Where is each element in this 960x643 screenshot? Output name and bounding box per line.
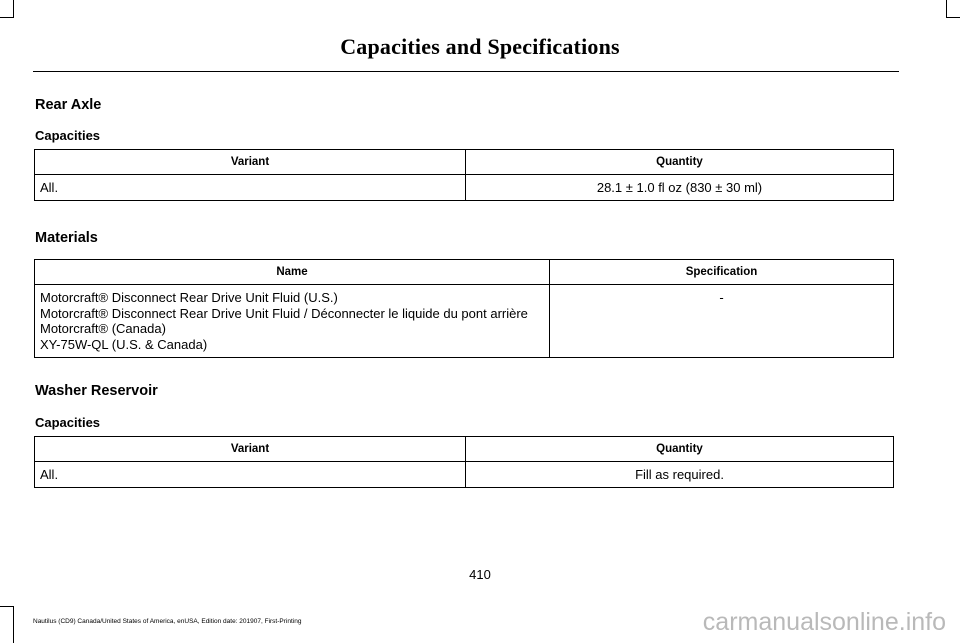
page-number: 410 — [469, 567, 491, 582]
rear-axle-capacities-table — [34, 149, 894, 201]
crop-mark — [946, 17, 960, 18]
crop-mark — [946, 0, 947, 18]
page-title: Capacities and Specifications — [340, 34, 620, 59]
material-name-line: XY-75W-QL (U.S. & Canada) — [40, 336, 208, 352]
subheading-capacities: Capacities — [35, 415, 101, 430]
crop-mark — [0, 606, 14, 607]
section-heading-washer-reservoir: Washer Reservoir — [35, 383, 158, 399]
subheading-materials: Materials — [35, 230, 98, 246]
crop-mark — [13, 0, 14, 18]
table-row — [35, 462, 894, 488]
quantity-cell: Fill as required. — [466, 462, 894, 488]
table-row — [35, 285, 894, 358]
quantity-cell: 28.1 ± 1.0 fl oz (830 ± 30 ml) — [466, 175, 894, 201]
crop-mark — [0, 17, 14, 18]
subheading-capacities: Capacities — [35, 128, 101, 143]
table-row — [35, 175, 894, 201]
material-name-line: Motorcraft® (Canada) — [40, 321, 166, 336]
material-name-line: Motorcraft® Disconnect Rear Drive Unit Fluid / Déconnecter le liquide du pont arrière — [40, 305, 528, 321]
material-name-line: Motorcraft® Disconnect Rear Drive Unit Fluid (U.S.) — [40, 290, 338, 305]
column-header: Quantity — [466, 437, 894, 462]
table-header-row — [35, 150, 894, 175]
column-header: Specification — [550, 260, 894, 285]
column-header: Variant — [35, 437, 466, 462]
material-name-cell — [35, 285, 550, 358]
table-header-row — [35, 437, 894, 462]
crop-mark — [13, 606, 14, 643]
washer-reservoir-capacities-table — [34, 436, 894, 488]
title-divider — [33, 71, 899, 72]
table-header-row — [35, 260, 894, 285]
column-header: Variant — [35, 150, 466, 175]
section-heading-rear-axle: Rear Axle — [35, 97, 102, 113]
variant-cell: All. — [35, 462, 466, 488]
column-header: Quantity — [466, 150, 894, 175]
variant-cell: All. — [35, 175, 466, 201]
footer-edition-info: Nautilus (CD9) Canada/United States of America, enUSA, Edition date: 201907, First-Printing — [33, 618, 302, 625]
rear-axle-materials-table — [34, 259, 894, 358]
watermark: carmanualsonline.info — [702, 608, 946, 636]
column-header: Name — [35, 260, 550, 285]
specification-cell: - — [550, 285, 894, 358]
